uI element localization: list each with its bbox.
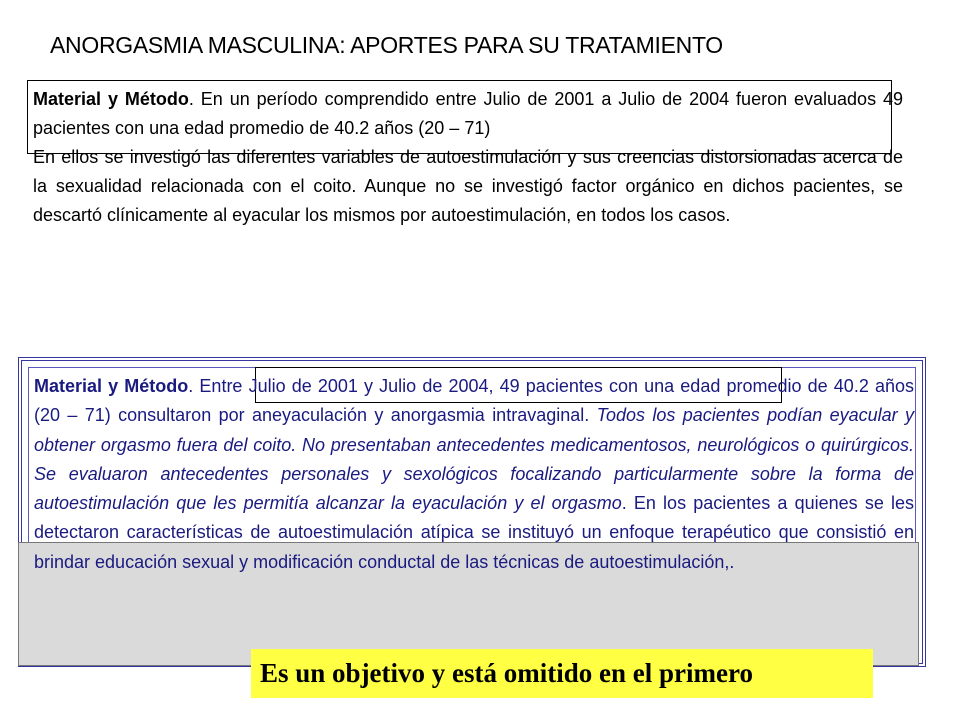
bottom-after-highlight: con una edad promedio de 40.2 años (20 – 71) consultaron por aneyaculación y anorgasmia intravaginal. [34, 376, 914, 426]
callout-note: Es un objetivo y está omitido en el primero [251, 649, 873, 698]
bottom-paragraph [34, 372, 914, 577]
top-text-block [33, 85, 903, 230]
bottom-ending-text: . En los pacientes a quienes se les detectaron características de autoestimulación atípica se instituyó un enfoque terapéutico que consistió en brindar educación sexual y modificación conductal de las técnicas de autoestimulación,. [34, 493, 914, 572]
top-paragraph-1 [33, 85, 903, 143]
bottom-highlighted-text: Entre Julio de 2001 y Julio de 2004, 49 pacientes [199, 376, 603, 396]
bottom-text-block [34, 372, 914, 577]
bottom-italic-text: Todos los pacientes podían eyacular y obtener orgasmo fuera del coito. No presentaban antecedentes medicamentosos, neurológicos o quirúrgicos. Se evaluaron antecedentes personales y sexológicos focalizando particularmente sobre la forma de autoestimulación que les permitía alcanzar la eyaculación y el orgasmo [34, 405, 914, 514]
bottom-heading: Material y Método [34, 376, 189, 396]
top-heading: Material y Método [33, 89, 189, 109]
top-paragraph-1-text: . En un período comprendido entre Julio de 2001 a Julio de 2004 fueron evaluados 49 pacientes con una edad promedio de 40.2 años (20 – 71) [33, 89, 904, 138]
bottom-dot: . [188, 376, 200, 396]
slide-title: ANORGASMIA MASCULINA: APORTES PARA SU TRATAMIENTO [50, 32, 723, 58]
top-paragraph-2: En ellos se investigó las diferentes variables de autoestimulación y sus creencias distorsionadas acerca de la sexualidad relacionada con el coito. Aunque no se investigó factor orgánico en dichos pacientes, se descartó clínicamente al eyacular los mismos por autoestimulación, en todos los casos. [33, 147, 903, 225]
